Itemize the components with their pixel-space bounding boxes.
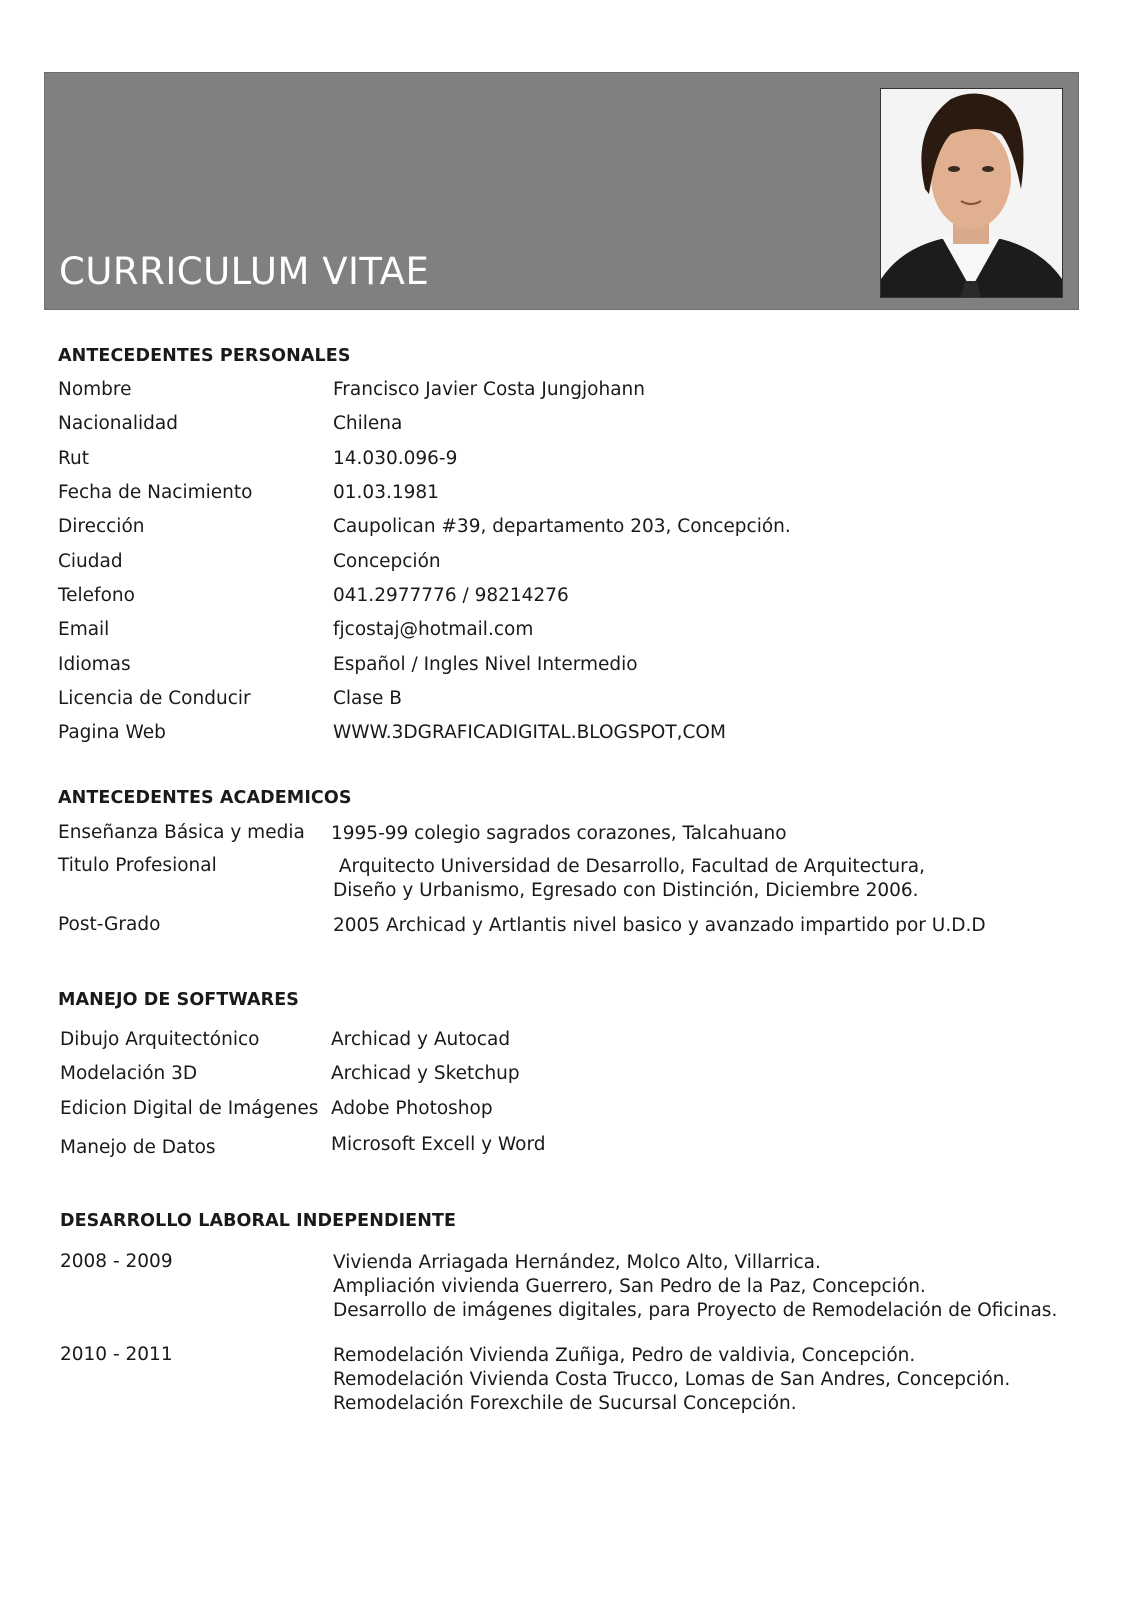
field-label: Fecha de Nacimiento <box>58 482 253 503</box>
field-label: Post-Grado <box>58 914 161 935</box>
field-label: Nacionalidad <box>58 413 178 434</box>
field-value: 01.03.1981 <box>333 482 439 503</box>
field-label: Nombre <box>58 379 132 400</box>
field-value: 14.030.096-9 <box>333 448 458 469</box>
field-value: Adobe Photoshop <box>331 1098 493 1119</box>
field-value: Archicad y Autocad <box>331 1029 511 1050</box>
page-title: CURRICULUM VITAE <box>59 250 430 293</box>
work-details <box>333 1344 1010 1416</box>
field-label: Modelación 3D <box>60 1063 198 1084</box>
field-value: Francisco Javier Costa Jungjohann <box>333 379 645 400</box>
field-value: WWW.3DGRAFICADIGITAL.BLOGSPOT,COM <box>333 722 726 743</box>
field-value: Clase B <box>333 688 402 709</box>
field-label: Manejo de Datos <box>60 1137 216 1158</box>
work-period: 2010 - 2011 <box>60 1344 173 1365</box>
field-label: Enseñanza Básica y media <box>58 822 305 843</box>
work-line: Ampliación vivienda Guerrero, San Pedro de la Paz, Concepción. <box>333 1276 926 1297</box>
field-value <box>333 914 986 938</box>
work-line: Desarrollo de imágenes digitales, para Proyecto de Remodelación de Oficinas. <box>333 1300 1058 1321</box>
field-label: Titulo Profesional <box>58 855 217 876</box>
work-period: 2008 - 2009 <box>60 1251 173 1272</box>
value-line: Arquitecto Universidad de Desarrollo, Facultad de Arquitectura, <box>333 856 925 877</box>
field-value: Español / Ingles Nivel Intermedio <box>333 654 638 675</box>
header-banner <box>44 72 1079 310</box>
section-title-personal: ANTECEDENTES PERSONALES <box>58 346 351 366</box>
field-value <box>333 855 925 903</box>
profile-photo <box>880 88 1063 298</box>
field-value <box>331 822 787 846</box>
work-line: Remodelación Vivienda Costa Trucco, Lomas de San Andres, Concepción. <box>333 1369 1011 1390</box>
field-label: Licencia de Conducir <box>58 688 251 709</box>
field-value: Microsoft Excell y Word <box>331 1134 546 1155</box>
field-value: Concepción <box>333 551 441 572</box>
field-value: Archicad y Sketchup <box>331 1063 520 1084</box>
work-details <box>333 1251 1057 1323</box>
work-line: Vivienda Arriagada Hernández, Molco Alto, Villarrica. <box>333 1252 821 1273</box>
field-value: Caupolican #39, departamento 203, Concepción. <box>333 516 791 537</box>
field-label: Rut <box>58 448 90 469</box>
field-value: 041.2977776 / 98214276 <box>333 585 569 606</box>
value-line: Diseño y Urbanismo, Egresado con Distinción, Diciembre 2006. <box>333 880 919 901</box>
value-line: 2005 Archicad y Artlantis nivel basico y avanzado impartido por U.D.D <box>333 915 986 936</box>
field-label: Edicion Digital de Imágenes <box>60 1098 319 1119</box>
work-line: Remodelación Vivienda Zuñiga, Pedro de valdivia, Concepción. <box>333 1345 916 1366</box>
field-label: Idiomas <box>58 654 131 675</box>
work-line: Remodelación Forexchile de Sucursal Concepción. <box>333 1393 797 1414</box>
field-label: Dirección <box>58 516 145 537</box>
field-value: fjcostaj@hotmail.com <box>333 619 534 640</box>
section-title-academic: ANTECEDENTES ACADEMICOS <box>58 788 352 808</box>
field-label: Telefono <box>58 585 135 606</box>
section-title-software: MANEJO DE SOFTWARES <box>58 990 299 1010</box>
field-label: Pagina Web <box>58 722 166 743</box>
field-label: Dibujo Arquitectónico <box>60 1029 260 1050</box>
field-value: Chilena <box>333 413 403 434</box>
section-title-work: DESARROLLO LABORAL INDEPENDIENTE <box>60 1211 457 1231</box>
value-line: 1995-99 colegio sagrados corazones, Talcahuano <box>331 823 787 844</box>
field-label: Email <box>58 619 110 640</box>
field-label: Ciudad <box>58 551 123 572</box>
